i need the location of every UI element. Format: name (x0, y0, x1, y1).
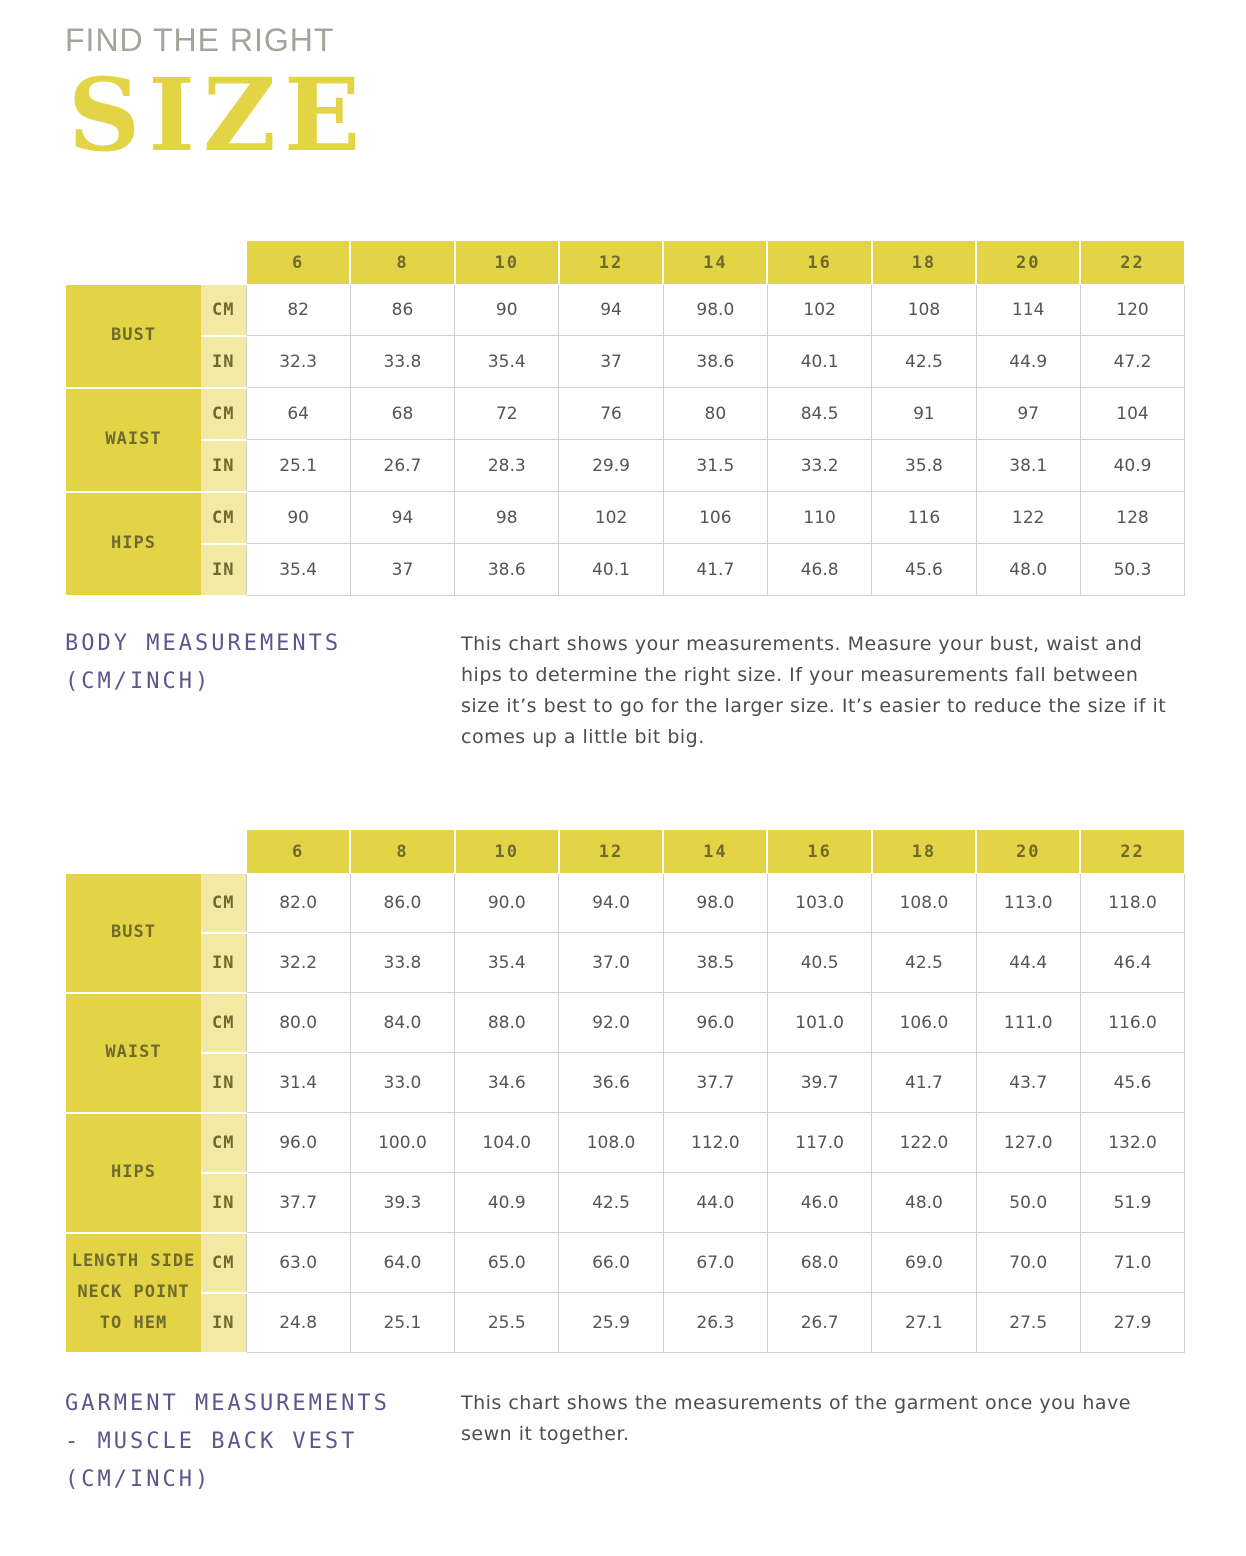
measurement-value: 42.5 (559, 1173, 663, 1233)
measurement-value: 25.5 (455, 1293, 559, 1353)
measurement-value: 112.0 (663, 1113, 767, 1173)
unit-label-cm: CM (201, 388, 246, 440)
measurement-value: 35.4 (455, 933, 559, 993)
size-header-16: 16 (767, 830, 871, 874)
measurement-value: 69.0 (872, 1233, 976, 1293)
measurement-value: 96.0 (663, 993, 767, 1053)
measurement-value: 40.9 (455, 1173, 559, 1233)
measurement-value: 98 (455, 492, 559, 544)
garment-measurements-description: This chart shows the measurements of the garment once you have sewn it together. (461, 1392, 1131, 1445)
table-row (66, 874, 1185, 933)
measurement-value: 106.0 (872, 993, 976, 1053)
table-row (66, 1053, 1185, 1113)
measurement-value: 51.9 (1080, 1173, 1184, 1233)
table-row (66, 1293, 1185, 1353)
measurement-value: 80 (663, 388, 767, 440)
measurement-value: 44.9 (976, 336, 1080, 388)
measurement-value: 91 (872, 388, 976, 440)
header-corner (201, 241, 246, 285)
table-row (66, 388, 1185, 440)
measurement-label: BUST (66, 285, 201, 388)
measurement-value: 120 (1080, 285, 1184, 336)
size-header-row (66, 241, 1185, 285)
measurement-value: 71.0 (1080, 1233, 1184, 1293)
measurement-value: 27.9 (1080, 1293, 1184, 1353)
measurement-value: 98.0 (663, 285, 767, 336)
table-row (66, 993, 1185, 1053)
measurement-value: 35.4 (455, 336, 559, 388)
measurement-value: 40.1 (559, 544, 663, 596)
measurement-value: 118.0 (1080, 874, 1184, 933)
measurement-value: 42.5 (872, 336, 976, 388)
measurement-value: 67.0 (663, 1233, 767, 1293)
measurement-value: 47.2 (1080, 336, 1184, 388)
size-header-10: 10 (455, 241, 559, 285)
measurement-value: 24.8 (246, 1293, 350, 1353)
unit-label-cm: CM (201, 1233, 246, 1293)
header-corner (66, 830, 201, 874)
unit-label-in: IN (201, 1293, 246, 1353)
table-row (66, 1173, 1185, 1233)
measurement-value: 41.7 (663, 544, 767, 596)
measurement-value: 65.0 (455, 1233, 559, 1293)
measurement-value: 84.0 (350, 993, 454, 1053)
measurement-value: 32.2 (246, 933, 350, 993)
caption-line: (CM/INCH) (65, 669, 212, 694)
garment-measurements-table (66, 829, 1186, 1354)
unit-label-in: IN (201, 1173, 246, 1233)
table-row (66, 336, 1185, 388)
measurement-label: HIPS (66, 1113, 201, 1233)
measurement-value: 26.7 (767, 1293, 871, 1353)
measurement-value: 63.0 (246, 1233, 350, 1293)
unit-label-cm: CM (201, 1113, 246, 1173)
measurement-label: HIPS (66, 492, 201, 596)
measurement-value: 26.3 (663, 1293, 767, 1353)
header-corner (201, 830, 246, 874)
measurement-value: 38.5 (663, 933, 767, 993)
size-header-8: 8 (350, 830, 454, 874)
measurement-value: 108 (872, 285, 976, 336)
measurement-value: 100.0 (350, 1113, 454, 1173)
unit-label-in: IN (201, 933, 246, 993)
size-header-10: 10 (455, 830, 559, 874)
measurement-value: 31.5 (663, 440, 767, 492)
measurement-value: 108.0 (872, 874, 976, 933)
measurement-value: 80.0 (246, 993, 350, 1053)
table-row (66, 492, 1185, 544)
measurement-value: 36.6 (559, 1053, 663, 1113)
measurement-value: 33.8 (350, 336, 454, 388)
caption-line: GARMENT MEASUREMENTS (65, 1391, 390, 1416)
size-header-6: 6 (246, 241, 350, 285)
measurement-value: 94 (559, 285, 663, 336)
size-header-12: 12 (559, 830, 663, 874)
measurement-value: 50.0 (976, 1173, 1080, 1233)
measurement-value: 46.8 (767, 544, 871, 596)
size-header-row (66, 830, 1185, 874)
measurement-value: 34.6 (455, 1053, 559, 1113)
measurement-value: 44.4 (976, 933, 1080, 993)
measurement-value: 41.7 (872, 1053, 976, 1113)
measurement-value: 25.9 (559, 1293, 663, 1353)
measurement-label: LENGTH SIDE NECK POINT TO HEM (66, 1233, 201, 1353)
size-header-18: 18 (872, 830, 976, 874)
measurement-value: 40.9 (1080, 440, 1184, 492)
header-corner (66, 241, 201, 285)
measurement-value: 116.0 (1080, 993, 1184, 1053)
size-header-8: 8 (350, 241, 454, 285)
caption-line: (CM/INCH) (65, 1467, 212, 1492)
measurement-label: BUST (66, 874, 201, 993)
measurement-value: 43.7 (976, 1053, 1080, 1113)
measurement-value: 90 (455, 285, 559, 336)
measurement-value: 113.0 (976, 874, 1080, 933)
measurement-value: 45.6 (872, 544, 976, 596)
size-header-20: 20 (976, 830, 1080, 874)
measurement-label: WAIST (66, 388, 201, 492)
measurement-value: 104 (1080, 388, 1184, 440)
garment-measurements-caption (65, 1385, 390, 1499)
measurement-value: 46.4 (1080, 933, 1184, 993)
measurement-value: 98.0 (663, 874, 767, 933)
measurement-value: 101.0 (767, 993, 871, 1053)
measurement-value: 27.1 (872, 1293, 976, 1353)
page-kicker: FIND THE RIGHT (65, 22, 335, 58)
unit-label-in: IN (201, 1053, 246, 1113)
table-row (66, 440, 1185, 492)
measurement-value: 37.7 (246, 1173, 350, 1233)
table-row (66, 1113, 1185, 1173)
measurement-value: 102 (559, 492, 663, 544)
measurement-value: 38.6 (663, 336, 767, 388)
measurement-value: 70.0 (976, 1233, 1080, 1293)
size-header-22: 22 (1080, 241, 1184, 285)
measurement-value: 106 (663, 492, 767, 544)
measurement-value: 40.5 (767, 933, 871, 993)
measurement-value: 25.1 (246, 440, 350, 492)
measurement-value: 33.0 (350, 1053, 454, 1113)
measurement-value: 48.0 (872, 1173, 976, 1233)
size-header-22: 22 (1080, 830, 1184, 874)
measurement-value: 33.8 (350, 933, 454, 993)
measurement-value: 31.4 (246, 1053, 350, 1113)
unit-label-in: IN (201, 544, 246, 596)
measurement-value: 68 (350, 388, 454, 440)
measurement-value: 39.7 (767, 1053, 871, 1113)
measurement-value: 37.0 (559, 933, 663, 993)
measurement-value: 68.0 (767, 1233, 871, 1293)
table-row (66, 544, 1185, 596)
measurement-value: 128 (1080, 492, 1184, 544)
unit-label-cm: CM (201, 874, 246, 933)
measurement-value: 35.8 (872, 440, 976, 492)
measurement-value: 66.0 (559, 1233, 663, 1293)
size-header-14: 14 (663, 830, 767, 874)
unit-label-in: IN (201, 336, 246, 388)
table-row (66, 1233, 1185, 1293)
body-measurements-description: This chart shows your measurements. Measure your bust, waist and hips to determine the right size. If your measurements fall between size it’s best to go for the larger size. It’s easier to reduce the size if it comes up a little bit big. (461, 633, 1167, 748)
measurement-value: 38.6 (455, 544, 559, 596)
measurement-value: 122 (976, 492, 1080, 544)
measurement-label: WAIST (66, 993, 201, 1113)
body-measurements-table (66, 240, 1186, 597)
size-header-12: 12 (559, 241, 663, 285)
measurement-value: 72 (455, 388, 559, 440)
measurement-value: 127.0 (976, 1113, 1080, 1173)
measurement-value: 37 (350, 544, 454, 596)
measurement-value: 64.0 (350, 1233, 454, 1293)
measurement-value: 86 (350, 285, 454, 336)
measurement-value: 102 (767, 285, 871, 336)
measurement-value: 108.0 (559, 1113, 663, 1173)
measurement-value: 50.3 (1080, 544, 1184, 596)
measurement-value: 29.9 (559, 440, 663, 492)
measurement-value: 88.0 (455, 993, 559, 1053)
measurement-value: 39.3 (350, 1173, 454, 1233)
measurement-value: 35.4 (246, 544, 350, 596)
size-header-6: 6 (246, 830, 350, 874)
body-measurements-caption (65, 625, 341, 701)
measurement-value: 111.0 (976, 993, 1080, 1053)
unit-label-cm: CM (201, 993, 246, 1053)
measurement-value: 116 (872, 492, 976, 544)
measurement-value: 76 (559, 388, 663, 440)
measurement-value: 103.0 (767, 874, 871, 933)
page-title: SIZE (68, 56, 369, 174)
caption-line: BODY MEASUREMENTS (65, 631, 342, 656)
measurement-value: 25.1 (350, 1293, 454, 1353)
unit-label-cm: CM (201, 285, 246, 336)
measurement-value: 122.0 (872, 1113, 976, 1173)
measurement-value: 92.0 (559, 993, 663, 1053)
measurement-value: 38.1 (976, 440, 1080, 492)
measurement-value: 45.6 (1080, 1053, 1184, 1113)
measurement-value: 37.7 (663, 1053, 767, 1113)
measurement-value: 86.0 (350, 874, 454, 933)
measurement-value: 40.1 (767, 336, 871, 388)
measurement-value: 33.2 (767, 440, 871, 492)
caption-line: - MUSCLE BACK VEST (65, 1429, 358, 1454)
measurement-value: 44.0 (663, 1173, 767, 1233)
size-header-16: 16 (767, 241, 871, 285)
measurement-value: 37 (559, 336, 663, 388)
table-row (66, 933, 1185, 993)
measurement-value: 28.3 (455, 440, 559, 492)
measurement-value: 132.0 (1080, 1113, 1184, 1173)
measurement-value: 27.5 (976, 1293, 1080, 1353)
measurement-value: 82.0 (246, 874, 350, 933)
measurement-value: 114 (976, 285, 1080, 336)
measurement-value: 48.0 (976, 544, 1080, 596)
measurement-value: 32.3 (246, 336, 350, 388)
measurement-value: 104.0 (455, 1113, 559, 1173)
measurement-value: 96.0 (246, 1113, 350, 1173)
measurement-value: 26.7 (350, 440, 454, 492)
unit-label-in: IN (201, 440, 246, 492)
measurement-value: 84.5 (767, 388, 871, 440)
measurement-value: 90.0 (455, 874, 559, 933)
measurement-value: 42.5 (872, 933, 976, 993)
measurement-value: 94 (350, 492, 454, 544)
measurement-value: 117.0 (767, 1113, 871, 1173)
table-row (66, 285, 1185, 336)
measurement-value: 110 (767, 492, 871, 544)
size-header-20: 20 (976, 241, 1080, 285)
measurement-value: 90 (246, 492, 350, 544)
measurement-value: 82 (246, 285, 350, 336)
measurement-value: 94.0 (559, 874, 663, 933)
measurement-value: 46.0 (767, 1173, 871, 1233)
measurement-value: 64 (246, 388, 350, 440)
unit-label-cm: CM (201, 492, 246, 544)
size-header-14: 14 (663, 241, 767, 285)
size-header-18: 18 (872, 241, 976, 285)
measurement-value: 97 (976, 388, 1080, 440)
